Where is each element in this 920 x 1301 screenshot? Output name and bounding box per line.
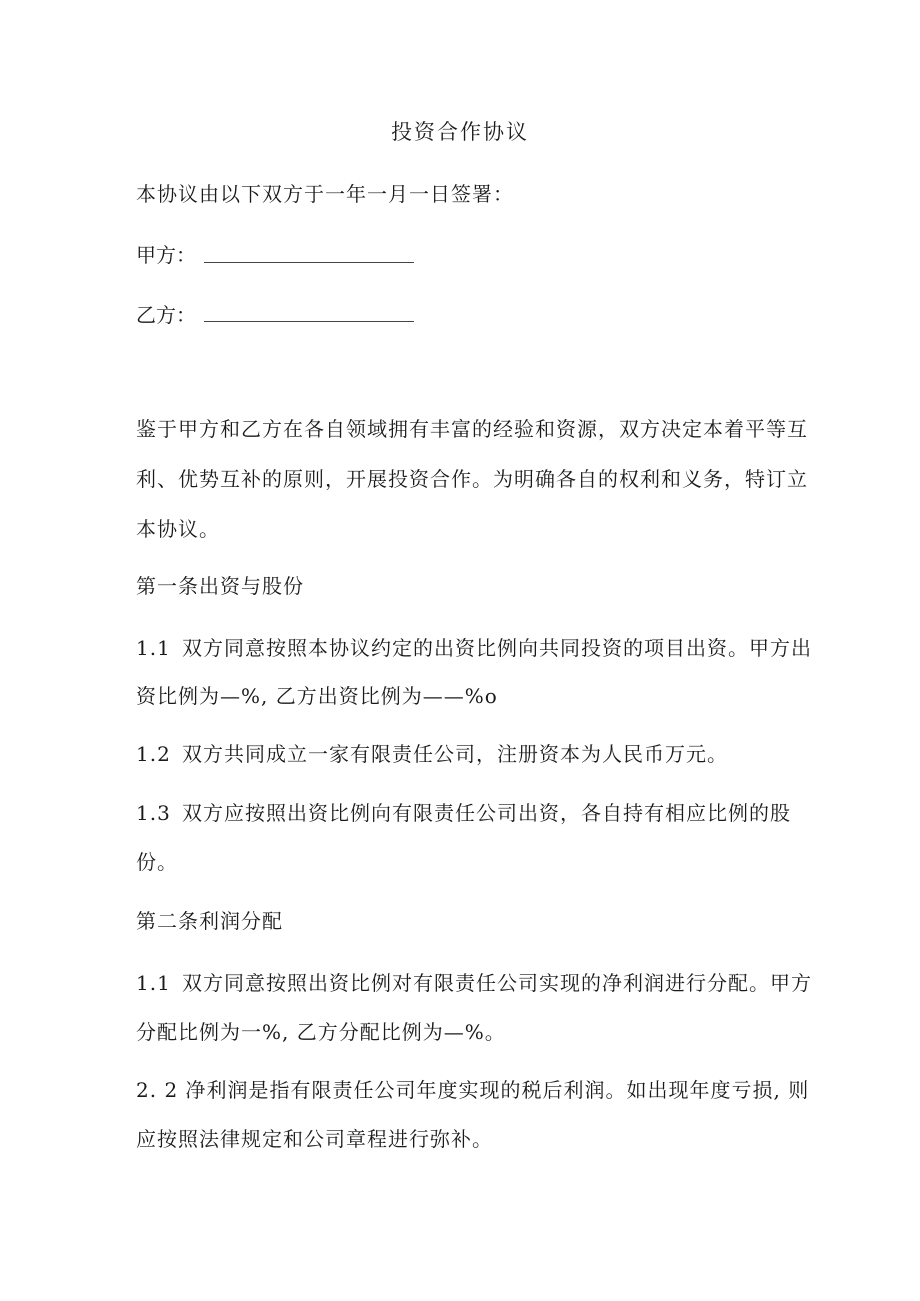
clause-1-3-line-1 — [136, 801, 791, 825]
party-a-label: 甲方： — [136, 243, 196, 267]
preamble-line-2: 利、优势互补的原则，开展投资合作。为明确各自的权利和义务，特订立 — [136, 467, 808, 491]
party-a-blank-line — [204, 262, 414, 263]
clause-number: 1.1 — [136, 636, 171, 660]
clause-1-1-line-1 — [136, 636, 812, 660]
clause-2-2-line-2: 应按照法律规定和公司章程进行弥补。 — [136, 1127, 493, 1151]
clause-1-2-line-1 — [136, 742, 728, 766]
clause-text: 双方同意按照本协议约定的出资比例向共同投资的项目出资。甲方出 — [182, 636, 812, 660]
intro-line: 本协议由以下双方于一年一月一日签署： — [136, 182, 514, 206]
clause-text: 双方共同成立一家有限责任公司，注册资本为人民币万元。 — [182, 742, 728, 766]
clause-number: 1.1 — [136, 971, 171, 995]
preamble-line-1: 鉴于甲方和乙方在各自领域拥有丰富的经验和资源，双方决定本着平等互 — [136, 417, 808, 441]
document-title: 投资合作协议 — [391, 120, 529, 144]
clause-2-1-line-1 — [136, 971, 812, 995]
article-2-heading: 第二条利润分配 — [136, 909, 283, 933]
preamble-line-3: 本协议。 — [136, 517, 220, 541]
clause-1-1-line-2: 资比例为—%, 乙方出资比例为——%o — [136, 684, 498, 708]
clause-2-2-line-1: 2. 2 净利润是指有限责任公司年度实现的税后利润。如出现年度亏损, 则 — [136, 1078, 810, 1102]
clause-text: 双方同意按照出资比例对有限责任公司实现的净利润进行分配。甲方 — [182, 971, 812, 995]
party-b-blank-line — [204, 321, 414, 322]
clause-number: 1.2 — [136, 742, 171, 766]
clause-2-1-line-2: 分配比例为一%, 乙方分配比例为—%。 — [136, 1020, 506, 1044]
clause-1-3-line-2: 份。 — [136, 850, 178, 874]
article-1-heading: 第一条出资与股份 — [136, 574, 304, 598]
clause-number: 1.3 — [136, 801, 171, 825]
party-b-label: 乙方： — [136, 303, 196, 327]
clause-text: 双方应按照出资比例向有限责任公司出资，各自持有相应比例的股 — [182, 801, 791, 825]
